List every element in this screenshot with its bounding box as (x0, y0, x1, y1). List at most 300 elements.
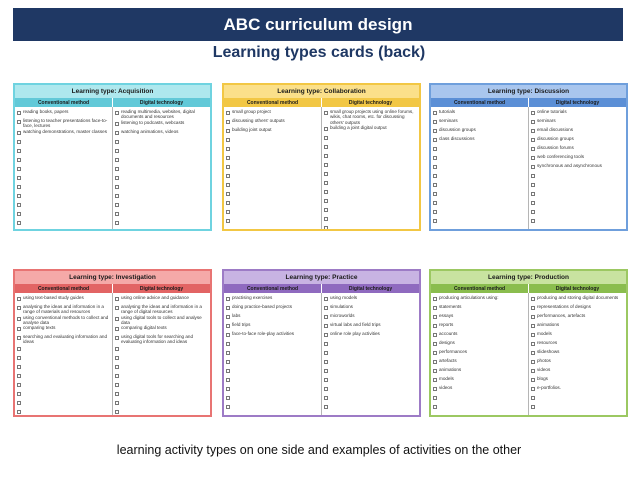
checkbox-icon[interactable] (17, 120, 21, 124)
checklist-item (324, 224, 417, 231)
checkbox-icon[interactable] (531, 183, 535, 187)
checkbox-icon[interactable] (17, 410, 21, 414)
checklist-item (115, 183, 208, 192)
checkbox-icon[interactable] (226, 192, 230, 196)
checkbox-icon[interactable] (115, 176, 119, 180)
checkbox-icon[interactable] (324, 190, 328, 194)
checkbox-icon[interactable] (324, 315, 328, 319)
checklist-item (433, 163, 526, 172)
checkbox-icon[interactable] (433, 201, 437, 205)
checkbox-icon[interactable] (115, 347, 119, 351)
checklist-item (226, 322, 319, 331)
checkbox-icon[interactable] (226, 351, 230, 355)
checkbox-icon[interactable] (17, 306, 21, 310)
checkbox-icon[interactable] (226, 360, 230, 364)
checkbox-icon[interactable] (115, 306, 119, 310)
checkbox-icon[interactable] (226, 333, 230, 337)
checklist-item (433, 367, 526, 376)
checklist-item (433, 199, 526, 208)
checklist-item (433, 181, 526, 190)
checkbox-icon[interactable] (115, 185, 119, 189)
item-text: listening to podcasts, webcasts (121, 119, 185, 125)
checklist-item (226, 154, 319, 163)
checkbox-icon[interactable] (433, 219, 437, 223)
item-text: labs (232, 313, 241, 318)
digital-technology-header: Digital technology (321, 284, 419, 293)
checklist-item (17, 399, 110, 408)
checkbox-icon[interactable] (324, 378, 328, 382)
checklist-item (433, 331, 526, 340)
checklist-item (17, 304, 110, 315)
right-column (321, 107, 419, 229)
checkbox-icon[interactable] (115, 212, 119, 216)
right-column (112, 293, 210, 415)
item-text: watching demonstrations, master classes (23, 128, 107, 134)
checkbox-icon[interactable] (433, 192, 437, 196)
checkbox-icon[interactable] (226, 297, 230, 301)
conventional-method-header: Conventional method (37, 285, 90, 292)
checklist-item (324, 304, 417, 313)
checklist-item (531, 295, 624, 304)
checkbox-icon[interactable] (17, 401, 21, 405)
checkbox-icon[interactable] (531, 138, 535, 142)
checkbox-icon[interactable] (115, 410, 119, 414)
card-title: Learning type: Practice (224, 271, 419, 284)
checklist-item (324, 170, 417, 179)
item-text: producing and storing digital documents (537, 295, 619, 300)
checkbox-icon[interactable] (226, 165, 230, 169)
checkbox-icon[interactable] (531, 156, 535, 160)
column-headers (224, 98, 419, 107)
checkbox-icon[interactable] (531, 174, 535, 178)
checkbox-icon[interactable] (324, 342, 328, 346)
checkbox-icon[interactable] (433, 333, 437, 337)
checklist-item (324, 331, 417, 340)
checkbox-icon[interactable] (531, 387, 535, 391)
item-text: photos (537, 358, 551, 363)
checklist-item (531, 331, 624, 340)
checklist-item (531, 190, 624, 199)
checkbox-icon[interactable] (433, 147, 437, 151)
checklist-item (17, 201, 110, 210)
card-body (431, 293, 626, 415)
item-text: using text-based study guides (23, 295, 84, 300)
page-title: ABC curriculum design (223, 14, 413, 34)
checklist-item (433, 358, 526, 367)
checkbox-icon[interactable] (17, 392, 21, 396)
checkbox-icon[interactable] (433, 120, 437, 124)
item-text: slideshows (537, 349, 560, 354)
checkbox-icon[interactable] (17, 347, 21, 351)
checklist-item (115, 390, 208, 399)
card-title: Learning type: Acquisition (15, 85, 210, 98)
column-headers (224, 284, 419, 293)
checklist-item (531, 181, 624, 190)
checklist-item (17, 118, 110, 129)
checkbox-icon[interactable] (226, 120, 230, 124)
item-text: small group project (232, 109, 271, 114)
checkbox-icon[interactable] (226, 342, 230, 346)
item-text: field trips (232, 322, 251, 327)
checkbox-icon[interactable] (324, 306, 328, 310)
checkbox-icon[interactable] (17, 167, 21, 171)
checkbox-icon[interactable] (433, 324, 437, 328)
checklist-item (433, 394, 526, 403)
checkbox-icon[interactable] (324, 181, 328, 185)
checkbox-icon[interactable] (531, 315, 535, 319)
checklist-item (115, 201, 208, 210)
checklist-item (324, 188, 417, 197)
checkbox-icon[interactable] (324, 172, 328, 176)
checkbox-icon[interactable] (115, 317, 119, 321)
checkbox-icon[interactable] (115, 365, 119, 369)
checklist-item (115, 381, 208, 390)
checklist-item (115, 219, 208, 228)
checklist-item (17, 165, 110, 174)
checklist-item (115, 399, 208, 408)
item-text: face-to-face role-play activities (232, 331, 295, 336)
checklist-item (531, 349, 624, 358)
checkbox-icon[interactable] (115, 140, 119, 144)
checkbox-icon[interactable] (531, 324, 535, 328)
checkbox-icon[interactable] (531, 219, 535, 223)
checkbox-icon[interactable] (226, 138, 230, 142)
checklist-item (17, 315, 110, 326)
checklist-item (324, 358, 417, 367)
checkbox-icon[interactable] (531, 369, 535, 373)
checklist-item (433, 190, 526, 199)
item-text: virtual labs and field trips (330, 322, 381, 327)
checkbox-icon[interactable] (324, 127, 328, 131)
card-practice (222, 269, 421, 417)
item-text: practising exercises (232, 295, 273, 300)
checklist-item (226, 403, 319, 412)
checkbox-icon[interactable] (531, 129, 535, 133)
checkbox-icon[interactable] (324, 387, 328, 391)
checklist-item (115, 165, 208, 174)
checkbox-icon[interactable] (17, 327, 21, 331)
checkbox-icon[interactable] (226, 324, 230, 328)
checklist-item (17, 381, 110, 390)
column-headers (431, 98, 626, 107)
checkbox-icon[interactable] (531, 351, 535, 355)
checklist-item (226, 304, 319, 313)
item-text: videos (537, 367, 551, 372)
checklist-item (226, 349, 319, 358)
checklist-item (531, 367, 624, 376)
checkbox-icon[interactable] (115, 131, 119, 135)
checkbox-icon[interactable] (226, 219, 230, 223)
checkbox-icon[interactable] (433, 351, 437, 355)
item-text: listening to teacher presentations face-to-face, lectures (23, 118, 108, 129)
checkbox-icon[interactable] (115, 158, 119, 162)
caption: learning activity types on one side and examples of activities on the other (116, 443, 522, 457)
checkbox-icon[interactable] (433, 360, 437, 364)
column-headers (15, 98, 210, 107)
checkbox-icon[interactable] (115, 401, 119, 405)
checkbox-icon[interactable] (531, 360, 535, 364)
checkbox-icon[interactable] (433, 405, 437, 409)
checkbox-icon[interactable] (17, 149, 21, 153)
checkbox-icon[interactable] (324, 360, 328, 364)
checklist-item (433, 340, 526, 349)
checkbox-icon[interactable] (324, 163, 328, 167)
checkbox-icon[interactable] (324, 396, 328, 400)
checklist-item (324, 295, 417, 304)
checklist-item (115, 408, 208, 417)
checkbox-icon[interactable] (433, 174, 437, 178)
checkbox-icon[interactable] (115, 297, 119, 301)
checklist-item (17, 390, 110, 399)
checkbox-icon[interactable] (17, 374, 21, 378)
checkbox-icon[interactable] (17, 221, 21, 225)
checklist-item (115, 138, 208, 147)
checkbox-icon[interactable] (226, 156, 230, 160)
checklist-item (324, 215, 417, 224)
checkbox-icon[interactable] (433, 315, 437, 319)
item-text: building joint output (232, 127, 272, 132)
conventional-method-header: Conventional method (37, 99, 90, 106)
card-title: Learning type: Production (431, 271, 626, 284)
checkbox-icon[interactable] (433, 138, 437, 142)
checkbox-icon[interactable] (115, 122, 119, 126)
column-headers (431, 284, 626, 293)
item-text: comparing digital texts (121, 325, 167, 331)
checkbox-icon[interactable] (433, 387, 437, 391)
checkbox-icon[interactable] (115, 392, 119, 396)
checklist-item (17, 334, 110, 345)
checkbox-icon[interactable] (531, 342, 535, 346)
card-body (15, 107, 210, 229)
checklist-item (226, 340, 319, 349)
checkbox-icon[interactable] (324, 333, 328, 337)
checklist-item (324, 403, 417, 412)
checkbox-icon[interactable] (17, 365, 21, 369)
checkbox-icon[interactable] (17, 158, 21, 162)
checkbox-icon[interactable] (324, 405, 328, 409)
checkbox-icon[interactable] (324, 199, 328, 203)
checkbox-icon[interactable] (531, 405, 535, 409)
checkbox-icon[interactable] (433, 306, 437, 310)
checklist-item (433, 376, 526, 385)
checkbox-icon[interactable] (226, 111, 230, 115)
checklist-item (324, 206, 417, 215)
checkbox-icon[interactable] (115, 111, 119, 115)
conventional-method-header: Conventional method (246, 99, 299, 106)
checkbox-icon[interactable] (433, 111, 437, 115)
checkbox-icon[interactable] (433, 369, 437, 373)
checklist-item (324, 143, 417, 152)
checkbox-icon[interactable] (531, 297, 535, 301)
checkbox-icon[interactable] (531, 120, 535, 124)
checkbox-icon[interactable] (531, 210, 535, 214)
checklist-item (324, 152, 417, 161)
checkbox-icon[interactable] (531, 378, 535, 382)
checkbox-icon[interactable] (324, 369, 328, 373)
checklist-item (324, 313, 417, 322)
card-body (15, 293, 210, 415)
card-investigation (13, 269, 212, 417)
item-text: seminars (439, 118, 458, 123)
checkbox-icon[interactable] (531, 147, 535, 151)
checkbox-icon[interactable] (531, 396, 535, 400)
checkbox-icon[interactable] (226, 387, 230, 391)
checkbox-icon[interactable] (115, 374, 119, 378)
checkbox-icon[interactable] (324, 226, 328, 230)
checkbox-icon[interactable] (226, 405, 230, 409)
checkbox-icon[interactable] (226, 147, 230, 151)
checkbox-icon[interactable] (531, 192, 535, 196)
checkbox-icon[interactable] (324, 208, 328, 212)
checkbox-icon[interactable] (17, 194, 21, 198)
checklist-item (531, 304, 624, 313)
checkbox-icon[interactable] (226, 378, 230, 382)
checkbox-icon[interactable] (115, 167, 119, 171)
digital-technology-header: Digital technology (112, 98, 210, 107)
checklist-item (531, 199, 624, 208)
checkbox-icon[interactable] (17, 356, 21, 360)
checkbox-icon[interactable] (17, 131, 21, 135)
item-text: statements (439, 304, 462, 309)
checkbox-icon[interactable] (531, 165, 535, 169)
checkbox-icon[interactable] (324, 217, 328, 221)
checkbox-icon[interactable] (226, 369, 230, 373)
checkbox-icon[interactable] (226, 174, 230, 178)
item-text: representations of designs (537, 304, 591, 309)
checkbox-icon[interactable] (531, 306, 535, 310)
checklist-item (433, 295, 526, 304)
checklist-item (226, 358, 319, 367)
checklist-item (433, 118, 526, 127)
checkbox-icon[interactable] (115, 149, 119, 153)
item-text: doing practice-based projects (232, 304, 293, 309)
checkbox-icon[interactable] (433, 183, 437, 187)
checkbox-icon[interactable] (324, 351, 328, 355)
checkbox-icon[interactable] (17, 336, 21, 340)
right-column (112, 107, 210, 229)
checklist-item (226, 172, 319, 181)
checkbox-icon[interactable] (531, 333, 535, 337)
item-text: class discussions (439, 136, 475, 141)
card-body (224, 107, 419, 229)
checkbox-icon[interactable] (433, 210, 437, 214)
checkbox-icon[interactable] (115, 221, 119, 225)
checkbox-icon[interactable] (17, 185, 21, 189)
item-text: reading books, papers (23, 109, 69, 114)
checklist-item (226, 109, 319, 118)
checkbox-icon[interactable] (115, 327, 119, 331)
checkbox-icon[interactable] (433, 342, 437, 346)
checkbox-icon[interactable] (324, 145, 328, 149)
checklist-item (226, 208, 319, 217)
checklist-item (433, 208, 526, 217)
item-text: resources (537, 340, 558, 345)
checkbox-icon[interactable] (324, 111, 328, 115)
checklist-item (324, 125, 417, 134)
checklist-item (531, 145, 624, 154)
checklist-item (115, 156, 208, 165)
checklist-item (433, 403, 526, 412)
checkbox-icon[interactable] (531, 111, 535, 115)
checkbox-icon[interactable] (433, 297, 437, 301)
checklist-item (17, 210, 110, 219)
item-text: discussion forums (537, 145, 574, 150)
checkbox-icon[interactable] (433, 396, 437, 400)
checkbox-icon[interactable] (433, 378, 437, 382)
digital-technology-header: Digital technology (528, 98, 626, 107)
checklist-item (17, 363, 110, 372)
checkbox-icon[interactable] (226, 183, 230, 187)
checklist-item (324, 349, 417, 358)
item-text: simulations (330, 304, 353, 309)
checkbox-icon[interactable] (17, 111, 21, 115)
checklist-item (226, 118, 319, 127)
checkbox-icon[interactable] (17, 176, 21, 180)
checkbox-icon[interactable] (115, 383, 119, 387)
checklist-item (324, 376, 417, 385)
checklist-item (531, 340, 624, 349)
checkbox-icon[interactable] (226, 129, 230, 133)
checkbox-icon[interactable] (115, 203, 119, 207)
item-text: performances (439, 349, 468, 354)
checkbox-icon[interactable] (17, 203, 21, 207)
checkbox-icon[interactable] (324, 297, 328, 301)
checkbox-icon[interactable] (226, 396, 230, 400)
checklist-item (324, 109, 417, 125)
checklist-item (226, 331, 319, 340)
item-text: microworlds (330, 313, 355, 318)
checkbox-icon[interactable] (324, 136, 328, 140)
checkbox-icon[interactable] (324, 154, 328, 158)
checklist-item (324, 161, 417, 170)
checkbox-icon[interactable] (226, 201, 230, 205)
checklist-item (433, 127, 526, 136)
checkbox-icon[interactable] (433, 129, 437, 133)
checkbox-icon[interactable] (433, 156, 437, 160)
checkbox-icon[interactable] (226, 315, 230, 319)
checkbox-icon[interactable] (226, 210, 230, 214)
checklist-item (17, 129, 110, 138)
card-body (431, 107, 626, 229)
column-headers (15, 284, 210, 293)
checkbox-icon[interactable] (17, 297, 21, 301)
checkbox-icon[interactable] (17, 383, 21, 387)
checkbox-icon[interactable] (324, 324, 328, 328)
checkbox-icon[interactable] (531, 201, 535, 205)
checklist-item (226, 181, 319, 190)
checkbox-icon[interactable] (17, 317, 21, 321)
checklist-item (433, 145, 526, 154)
checkbox-icon[interactable] (17, 140, 21, 144)
item-text: producing articulations using: (439, 295, 499, 300)
checkbox-icon[interactable] (17, 212, 21, 216)
item-text: discussion groups (439, 127, 476, 132)
item-text: building a joint digital output (330, 124, 387, 130)
left-column (431, 293, 528, 415)
item-text: tutorials (439, 109, 456, 114)
checkbox-icon[interactable] (115, 336, 119, 340)
checklist-item (115, 109, 208, 120)
item-text: discussion groups (537, 136, 574, 141)
checkbox-icon[interactable] (226, 306, 230, 310)
item-text: searching and evaluating information and ideas (23, 334, 108, 345)
checklist-item (17, 174, 110, 183)
checkbox-icon[interactable] (433, 165, 437, 169)
checkbox-icon[interactable] (115, 356, 119, 360)
checklist-item (115, 120, 208, 129)
conventional-method-header: Conventional method (453, 285, 506, 292)
checkbox-icon[interactable] (115, 194, 119, 198)
